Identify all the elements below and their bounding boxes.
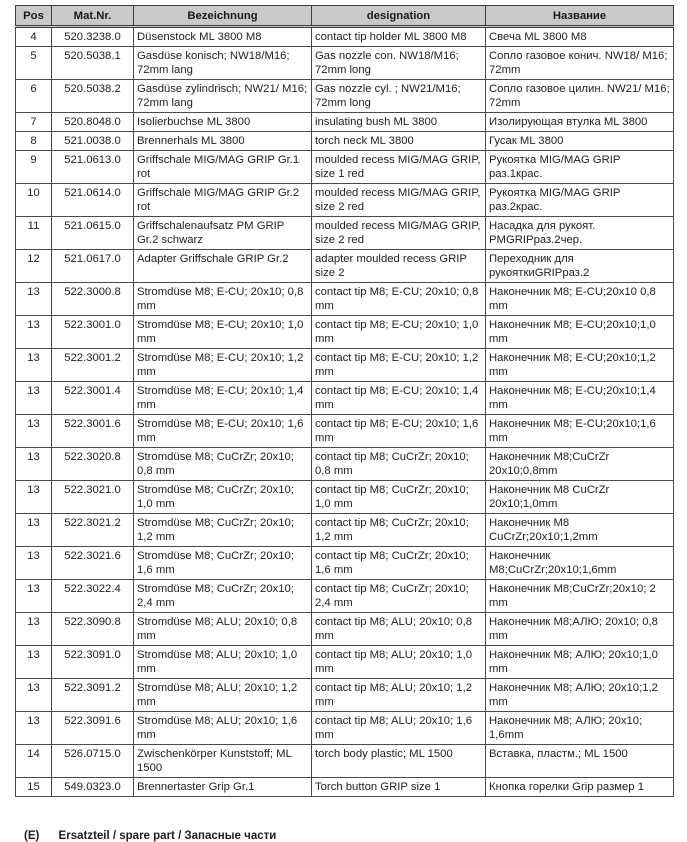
header-nazvanie: Название [486,6,674,27]
table-row [16,547,674,580]
cell-nazvanie: Гусак ML 3800 [486,132,674,151]
cell-matnr: 522.3021.0 [52,481,134,514]
cell-pos: 13 [16,415,52,448]
table-row [16,745,674,778]
cell-nazvanie: Наконечник M8; АЛЮ; 20x10; 1,6mm [486,712,674,745]
cell-matnr: 522.3022.4 [52,580,134,613]
cell-bezeichnung: Stromdüse M8; E-CU; 20x10; 0,8 mm [134,283,312,316]
cell-designation: contact tip M8; ALU; 20x10; 1,6 mm [312,712,486,745]
cell-designation: contact tip M8; E-CU; 20x10; 1,6 mm [312,415,486,448]
cell-pos: 13 [16,481,52,514]
cell-nazvanie: Наконечник M8;CuCrZr;20x10; 2 mm [486,580,674,613]
cell-bezeichnung: Gasdüse konisch; NW18/M16; 72mm lang [134,47,312,80]
table-row [16,132,674,151]
cell-nazvanie: Сопло газовое конич. NW18/ M16; 72mm [486,47,674,80]
cell-bezeichnung: Stromdüse M8; ALU; 20x10; 1,2 mm [134,679,312,712]
cell-bezeichnung: Adapter Griffschale GRIP Gr.2 [134,250,312,283]
cell-nazvanie: Наконечник M8 CuCrZr 20x10;1,0mm [486,481,674,514]
cell-nazvanie: Вставка, пластм.; ML 1500 [486,745,674,778]
table-row [16,448,674,481]
cell-designation: adapter moulded recess GRIP size 2 [312,250,486,283]
cell-pos: 7 [16,113,52,132]
header-bezeichnung: Bezeichnung [134,6,312,27]
cell-bezeichnung: Stromdüse M8; ALU; 20x10; 1,6 mm [134,712,312,745]
cell-designation: Torch button GRIP size 1 [312,778,486,797]
cell-bezeichnung: Griffschale MIG/MAG GRIP Gr.2 rot [134,184,312,217]
cell-bezeichnung: Stromdüse M8; CuCrZr; 20x10; 0,8 mm [134,448,312,481]
cell-matnr: 520.3238.0 [52,27,134,47]
cell-designation: Gas nozzle con. NW18/M16; 72mm long [312,47,486,80]
cell-designation: contact tip M8; ALU; 20x10; 0,8 mm [312,613,486,646]
cell-pos: 11 [16,217,52,250]
cell-nazvanie: Наконечник M8; АЛЮ; 20x10;1,0 mm [486,646,674,679]
table-row [16,217,674,250]
cell-matnr: 521.0615.0 [52,217,134,250]
cell-nazvanie: Наконечник M8;CuCrZr;20x10;1,6mm [486,547,674,580]
table-row [16,613,674,646]
cell-nazvanie: Наконечник M8 CuCrZr;20x10;1,2mm [486,514,674,547]
table-row [16,580,674,613]
cell-pos: 14 [16,745,52,778]
cell-bezeichnung: Brennerhals ML 3800 [134,132,312,151]
cell-pos: 9 [16,151,52,184]
cell-designation: contact tip M8; CuCrZr; 20x10; 0,8 mm [312,448,486,481]
cell-designation: contact tip M8; E-CU; 20x10; 1,2 mm [312,349,486,382]
cell-bezeichnung: Stromdüse M8; E-CU; 20x10; 1,2 mm [134,349,312,382]
cell-nazvanie: Кнопка горелки Grip размер 1 [486,778,674,797]
cell-nazvanie: Рукоятка MIG/MAG GRIP раз.1крас. [486,151,674,184]
table-body [16,27,674,797]
cell-nazvanie: Наконечник M8; АЛЮ; 20x10;1,2 mm [486,679,674,712]
cell-designation: torch neck ML 3800 [312,132,486,151]
cell-nazvanie: Наконечник M8; E-CU;20x10;1,4 mm [486,382,674,415]
cell-matnr: 521.0614.0 [52,184,134,217]
cell-designation: contact tip M8; CuCrZr; 20x10; 1,0 mm [312,481,486,514]
cell-bezeichnung: Zwischenkörper Kunststoff; ML 1500 [134,745,312,778]
table-row [16,283,674,316]
section-caption [24,830,276,842]
cell-matnr: 520.5038.2 [52,80,134,113]
cell-matnr: 522.3090.8 [52,613,134,646]
cell-nazvanie: Сопло газовое цилин. NW21/ M16; 72mm [486,80,674,113]
table-row [16,778,674,797]
cell-matnr: 522.3001.0 [52,316,134,349]
cell-designation: contact tip holder ML 3800 M8 [312,27,486,47]
caption-code: (E) [24,830,40,842]
caption-text: Ersatzteil / spare part / Запасные части [58,830,277,842]
table-row [16,382,674,415]
cell-bezeichnung: Stromdüse M8; CuCrZr; 20x10; 1,0 mm [134,481,312,514]
cell-pos: 13 [16,547,52,580]
cell-bezeichnung: Stromdüse M8; E-CU; 20x10; 1,6 mm [134,415,312,448]
cell-pos: 13 [16,382,52,415]
cell-pos: 13 [16,712,52,745]
cell-pos: 10 [16,184,52,217]
cell-matnr: 522.3021.2 [52,514,134,547]
cell-designation: contact tip M8; CuCrZr; 20x10; 2,4 mm [312,580,486,613]
cell-pos: 4 [16,27,52,47]
cell-pos: 13 [16,349,52,382]
cell-matnr: 521.0038.0 [52,132,134,151]
cell-nazvanie: Изолирующая втулка ML 3800 [486,113,674,132]
cell-designation: moulded recess MIG/MAG GRIP, size 2 red [312,217,486,250]
header-matnr: Mat.Nr. [52,6,134,27]
table-row [16,514,674,547]
cell-nazvanie: Наконечник M8; E-CU;20x10;1,2 mm [486,349,674,382]
table-row [16,113,674,132]
cell-bezeichnung: Brennertaster Grip Gr.1 [134,778,312,797]
table-row [16,27,674,47]
cell-bezeichnung: Gasdüse zylindrisch; NW21/ M16; 72mm lang [134,80,312,113]
cell-nazvanie: Переходник для рукояткиGRIPраз.2 [486,250,674,283]
cell-matnr: 522.3020.8 [52,448,134,481]
cell-designation: insulating bush ML 3800 [312,113,486,132]
cell-bezeichnung: Stromdüse M8; ALU; 20x10; 0,8 mm [134,613,312,646]
table-row [16,151,674,184]
spare-parts-table [15,5,674,797]
cell-pos: 13 [16,613,52,646]
cell-bezeichnung: Isolierbuchse ML 3800 [134,113,312,132]
cell-nazvanie: Наконечник M8;CuCrZr 20x10;0,8mm [486,448,674,481]
cell-bezeichnung: Düsenstock ML 3800 M8 [134,27,312,47]
cell-pos: 13 [16,679,52,712]
cell-matnr: 526.0715.0 [52,745,134,778]
table-row [16,712,674,745]
table-row [16,184,674,217]
cell-pos: 6 [16,80,52,113]
cell-designation: moulded recess MIG/MAG GRIP, size 1 red [312,151,486,184]
table-row [16,481,674,514]
cell-bezeichnung: Stromdüse M8; E-CU; 20x10; 1,4 mm [134,382,312,415]
cell-designation: contact tip M8; CuCrZr; 20x10; 1,6 mm [312,547,486,580]
cell-designation: contact tip M8; CuCrZr; 20x10; 1,2 mm [312,514,486,547]
header-designation: designation [312,6,486,27]
table-row [16,47,674,80]
cell-designation: contact tip M8; ALU; 20x10; 1,2 mm [312,679,486,712]
cell-pos: 13 [16,316,52,349]
cell-bezeichnung: Griffschale MIG/MAG GRIP Gr.1 rot [134,151,312,184]
cell-bezeichnung: Stromdüse M8; CuCrZr; 20x10; 1,2 mm [134,514,312,547]
table-row [16,415,674,448]
table-row [16,316,674,349]
cell-nazvanie: Наконечник M8; E-CU;20x10;1,0 mm [486,316,674,349]
cell-matnr: 520.5038.1 [52,47,134,80]
cell-bezeichnung: Stromdüse M8; CuCrZr; 20x10; 2,4 mm [134,580,312,613]
cell-designation: contact tip M8; E-CU; 20x10; 1,0 mm [312,316,486,349]
cell-matnr: 522.3091.0 [52,646,134,679]
cell-pos: 15 [16,778,52,797]
cell-matnr: 522.3021.6 [52,547,134,580]
table-row [16,679,674,712]
cell-designation: contact tip M8; E-CU; 20x10; 1,4 mm [312,382,486,415]
table-row [16,646,674,679]
cell-pos: 13 [16,580,52,613]
cell-nazvanie: Рукоятка MIG/MAG GRIP раз.2крас. [486,184,674,217]
cell-nazvanie: Насадка для рукоят. PMGRIPраз.2чер. [486,217,674,250]
cell-nazvanie: Наконечник M8; E-CU;20x10;1,6 mm [486,415,674,448]
cell-bezeichnung: Stromdüse M8; CuCrZr; 20x10; 1,6 mm [134,547,312,580]
cell-nazvanie: Наконечник M8; E-CU;20x10 0,8 mm [486,283,674,316]
cell-matnr: 522.3091.6 [52,712,134,745]
cell-designation: torch body plastic; ML 1500 [312,745,486,778]
cell-pos: 12 [16,250,52,283]
cell-matnr: 522.3001.4 [52,382,134,415]
cell-nazvanie: Наконечник M8;АЛЮ; 20x10; 0,8 mm [486,613,674,646]
cell-matnr: 522.3000.8 [52,283,134,316]
cell-pos: 13 [16,448,52,481]
cell-pos: 13 [16,646,52,679]
cell-nazvanie: Свеча ML 3800 M8 [486,27,674,47]
cell-designation: moulded recess MIG/MAG GRIP, size 2 red [312,184,486,217]
cell-matnr: 522.3001.2 [52,349,134,382]
cell-designation: Gas nozzle cyl. ; NW21/M16; 72mm long [312,80,486,113]
cell-pos: 8 [16,132,52,151]
table-row [16,250,674,283]
table-row [16,349,674,382]
cell-bezeichnung: Stromdüse M8; ALU; 20x10; 1,0 mm [134,646,312,679]
table-header-row [16,6,674,27]
cell-matnr: 521.0617.0 [52,250,134,283]
header-pos: Pos [16,6,52,27]
cell-bezeichnung: Griffschalenaufsatz PM GRIP Gr.2 schwarz [134,217,312,250]
cell-designation: contact tip M8; E-CU; 20x10; 0,8 mm [312,283,486,316]
cell-matnr: 549.0323.0 [52,778,134,797]
cell-matnr: 522.3001.6 [52,415,134,448]
cell-pos: 13 [16,283,52,316]
cell-matnr: 521.0613.0 [52,151,134,184]
cell-pos: 13 [16,514,52,547]
table-row [16,80,674,113]
cell-pos: 5 [16,47,52,80]
cell-matnr: 520.8048.0 [52,113,134,132]
cell-designation: contact tip M8; ALU; 20x10; 1,0 mm [312,646,486,679]
cell-matnr: 522.3091.2 [52,679,134,712]
cell-bezeichnung: Stromdüse M8; E-CU; 20x10; 1,0 mm [134,316,312,349]
